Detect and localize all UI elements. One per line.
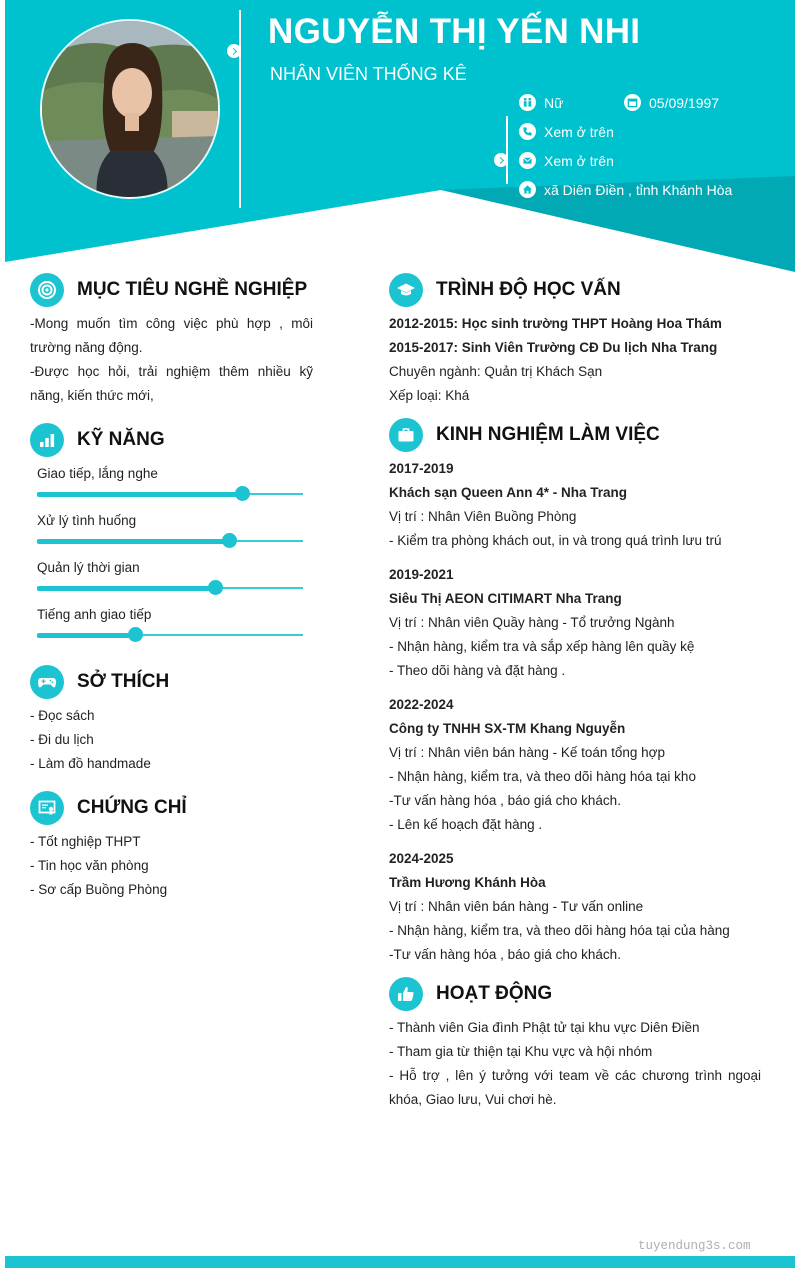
target-icon <box>30 273 64 307</box>
job-entry <box>389 693 761 837</box>
gender-value: Nữ <box>544 94 564 111</box>
email-value: Xem ở trên <box>544 152 614 169</box>
activities-list <box>389 1016 761 1112</box>
job-period: 2024-2025 <box>389 851 454 866</box>
skill-item <box>37 513 303 542</box>
job-title: NHÂN VIÊN THỐNG KÊ <box>270 64 467 84</box>
education-entry: 2012-2015: Học sinh trường THPT Hoàng Hoa Thám <box>389 316 722 331</box>
job-line: Vị trí : Nhân Viên Buồng Phòng <box>389 509 577 524</box>
home-icon <box>519 181 536 198</box>
skill-item <box>37 560 303 589</box>
education-entry: 2015-2017: Sinh Viên Trường CĐ Du lịch Nha Trang <box>389 340 718 355</box>
activity-item: - Hỗ trợ , lên ý tưởng với team về các chương trình ngoại khóa, Giao lưu, Vui chơi hè. <box>389 1068 761 1107</box>
certificate-item: - Tin học văn phòng <box>30 858 149 873</box>
job-line: - Nhận hàng, kiểm tra, và theo dõi hàng hóa tại của hàng <box>389 923 730 938</box>
calendar-icon <box>624 94 641 111</box>
job-company: Trầm Hương Khánh Hòa <box>389 875 546 890</box>
activities-heading <box>389 977 552 1011</box>
skill-bar-knob <box>222 533 237 548</box>
hobby-item: - Đi du lịch <box>30 732 94 747</box>
skill-item <box>37 607 303 636</box>
job-line: - Nhận hàng, kiểm tra, và theo dõi hàng hóa tại kho <box>389 769 696 784</box>
objective-paragraph-1: -Mong muốn tìm công việc phù hợp , môi trường năng động. <box>30 316 313 355</box>
certificates-list <box>30 830 313 902</box>
experience-title: KINH NGHIỆM LÀM VIỆC <box>436 424 660 445</box>
mail-icon <box>519 152 536 169</box>
hobby-item: - Làm đồ handmade <box>30 756 151 771</box>
phone-value: Xem ở trên <box>544 123 614 140</box>
skill-bar <box>37 587 303 589</box>
footer-bar <box>5 1256 795 1268</box>
education-details <box>389 312 761 408</box>
hobbies-title: SỞ THÍCH <box>77 671 170 692</box>
objective-heading <box>30 273 307 307</box>
certificate-item: - Tốt nghiệp THPT <box>30 834 141 849</box>
skills-title: KỸ NĂNG <box>77 429 165 450</box>
skill-bar-knob <box>128 627 143 642</box>
experience-heading <box>389 418 660 452</box>
email-info <box>519 152 614 169</box>
activity-item: - Thành viên Gia đình Phật tử tại khu vực Diên Điền <box>389 1020 700 1035</box>
job-company: Siêu Thị AEON CITIMART Nha Trang <box>389 591 622 606</box>
gender-info <box>519 94 563 111</box>
skill-bar-fill <box>37 586 215 591</box>
objective-title: MỤC TIÊU NGHỀ NGHIỆP <box>77 279 308 300</box>
gamepad-icon <box>30 665 64 699</box>
job-line: Vị trí : Nhân viên Quầy hàng - Tổ trưởng Ngành <box>389 615 675 630</box>
job-line: - Nhận hàng, kiểm tra và sắp xếp hàng lên quầy kệ <box>389 639 695 654</box>
job-line: - Kiểm tra phòng khách out, in và trong quá trình lưu trú <box>389 533 722 548</box>
briefcase-icon <box>389 418 423 452</box>
skill-label: Tiếng anh giao tiếp <box>37 607 152 622</box>
job-line: - Theo dõi hàng và đặt hàng . <box>389 663 566 678</box>
watermark: tuyendung3s.com <box>638 1239 751 1253</box>
thumbs-up-icon <box>389 977 423 1011</box>
job-line: Vị trí : Nhân viên bán hàng - Kế toán tổng hợp <box>389 745 666 760</box>
skill-label: Quản lý thời gian <box>37 560 140 575</box>
header-divider <box>239 10 241 208</box>
skill-item <box>37 466 303 495</box>
phone-info <box>519 123 614 140</box>
skill-label: Xử lý tình huống <box>37 513 137 528</box>
job-line: -Tư vấn hàng hóa , báo giá cho khách. <box>389 947 621 962</box>
skill-bar <box>37 540 303 542</box>
activities-title: HOẠT ĐỘNG <box>436 983 553 1004</box>
full-name: NGUYỄN THỊ YẾN NHI <box>268 12 641 51</box>
education-major: Chuyên ngành: Quản trị Khách Sạn <box>389 364 603 379</box>
skill-bar <box>37 634 303 636</box>
skill-label: Giao tiếp, lắng nghe <box>37 466 158 481</box>
activity-item: - Tham gia từ thiện tại Khu vực và hội nhóm <box>389 1044 653 1059</box>
job-line: Vị trí : Nhân viên bán hàng - Tư vấn online <box>389 899 644 914</box>
certificates-heading <box>30 791 187 825</box>
skill-bar-fill <box>37 492 242 497</box>
objective-text <box>30 312 313 408</box>
bar-chart-icon <box>30 423 64 457</box>
header-banner <box>5 0 795 272</box>
job-entry <box>389 563 761 683</box>
hobbies-heading <box>30 665 169 699</box>
graduation-cap-icon <box>389 273 423 307</box>
job-entry <box>389 847 761 967</box>
education-grade: Xếp loại: Khá <box>389 388 470 403</box>
job-period: 2022-2024 <box>389 697 454 712</box>
objective-paragraph-2: -Được học hỏi, trải nghiệm thêm nhiều kỹ năng, kiến thức mới, <box>30 364 313 403</box>
skill-bar-knob <box>235 486 250 501</box>
certificate-icon <box>30 791 64 825</box>
job-company: Khách sạn Queen Ann 4* - Nha Trang <box>389 485 628 500</box>
skill-bar-fill <box>37 539 229 544</box>
certificate-item: - Sơ cấp Buồng Phòng <box>30 882 168 897</box>
contact-divider <box>506 116 508 184</box>
skill-bar-knob <box>208 580 223 595</box>
job-period: 2017-2019 <box>389 461 454 476</box>
address-value: xã Diên Điền , tỉnh Khánh Hòa <box>544 181 733 198</box>
hobby-item: - Đọc sách <box>30 708 95 723</box>
birthday-info <box>624 94 719 111</box>
job-line: - Lên kế hoạch đặt hàng . <box>389 817 543 832</box>
skill-bar-fill <box>37 633 135 638</box>
phone-icon <box>519 123 536 140</box>
birthday-value: 05/09/1997 <box>649 94 720 111</box>
hobbies-list <box>30 704 313 776</box>
job-line: -Tư vấn hàng hóa , báo giá cho khách. <box>389 793 621 808</box>
education-title: TRÌNH ĐỘ HỌC VẤN <box>436 279 621 300</box>
skills-heading <box>30 423 165 457</box>
job-company: Công ty TNHH SX-TM Khang Nguyễn <box>389 721 626 736</box>
job-entry <box>389 457 761 553</box>
gender-icon <box>519 94 536 111</box>
certificates-title: CHỨNG CHỈ <box>77 797 187 818</box>
profile-photo <box>40 19 220 199</box>
education-heading <box>389 273 621 307</box>
job-period: 2019-2021 <box>389 567 454 582</box>
divider-marker <box>227 44 241 58</box>
address-info <box>519 181 732 198</box>
contact-divider-marker <box>494 153 508 167</box>
skill-bar <box>37 493 303 495</box>
